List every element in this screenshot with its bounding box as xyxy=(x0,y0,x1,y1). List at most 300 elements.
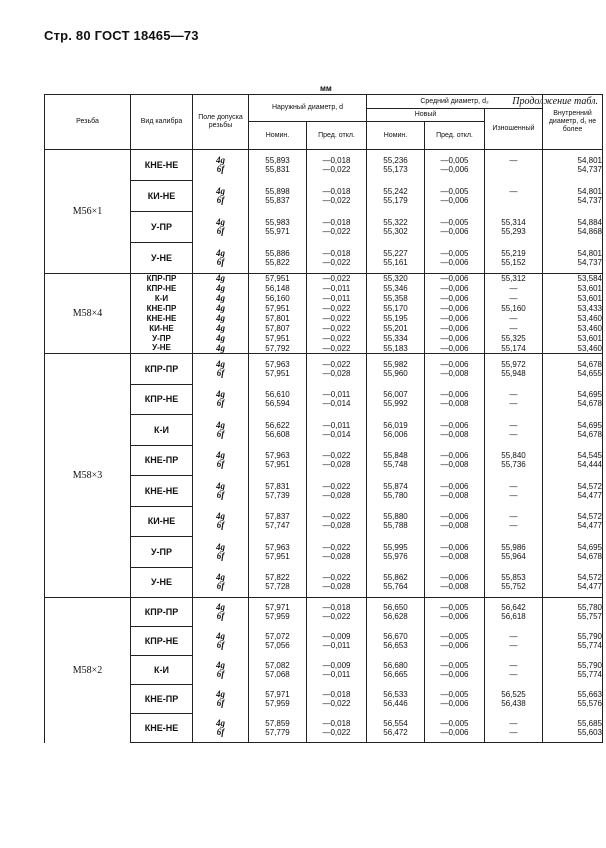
outer-dev-cell xyxy=(307,685,367,714)
tolerance-cell-value: 6f xyxy=(216,611,225,622)
inner-diameter-cell-value: 54,678 xyxy=(577,360,602,369)
worn-cell-value: — xyxy=(509,490,518,500)
worn-cell-value: 55,219 xyxy=(501,248,526,258)
mean-nominal-cell-value: 56,007 xyxy=(383,390,408,400)
mean-dev-cell-value: —0,006 xyxy=(440,343,469,353)
mean-dev-cell-value: —0,008 xyxy=(440,399,469,409)
mean-dev-cell-value: —0,006 xyxy=(440,196,469,205)
mean-nominal-cell-value: 55,161 xyxy=(383,257,408,267)
tolerance-cell-value: 6f xyxy=(216,581,225,591)
tolerance-cell-value: 4g xyxy=(216,303,225,313)
inner-diameter-cell xyxy=(543,274,603,284)
mean-dev-cell-value: —0,005 xyxy=(440,661,469,670)
worn-cell-value: — xyxy=(509,294,518,303)
outer-nominal-cell-value: 56,622 xyxy=(265,420,290,430)
inner-diameter-cell xyxy=(543,537,603,568)
outer-dev-cell-value: —0,028 xyxy=(322,460,351,470)
outer-dev-cell xyxy=(307,354,367,385)
worn-cell-value: 55,986 xyxy=(501,542,526,552)
worn-cell-value: — xyxy=(509,284,518,293)
outer-nominal-cell xyxy=(249,354,307,385)
mean-nominal-cell-value: 55,748 xyxy=(383,460,408,470)
outer-nominal-cell xyxy=(249,476,307,507)
outer-nominal-cell-value: 57,822 xyxy=(265,573,290,582)
mean-dev-cell-value: —0,006 xyxy=(440,641,469,650)
outer-nominal-cell-value: 55,893 xyxy=(265,156,290,166)
outer-nominal-cell xyxy=(249,212,307,243)
mean-dev-cell-value: —0,006 xyxy=(440,304,469,313)
mean-nominal-cell-value: 55,195 xyxy=(383,314,408,323)
outer-dev-cell xyxy=(307,506,367,537)
thread-cell: M56×1 xyxy=(45,150,131,274)
mean-dev-cell xyxy=(425,627,485,656)
outer-nominal-cell xyxy=(249,294,307,304)
outer-nominal-cell xyxy=(249,274,307,284)
mean-nominal-cell xyxy=(367,714,425,743)
gauge-type-cell: КПР-ПР xyxy=(131,354,193,385)
gauge-table xyxy=(44,94,603,743)
worn-cell-value: 56,525 xyxy=(501,690,526,699)
outer-dev-cell-value: —0,018 xyxy=(322,718,351,728)
outer-dev-cell-value: —0,028 xyxy=(322,490,351,500)
gauge-type-cell: КНЕ-ПР xyxy=(131,445,193,476)
tolerance-cell-value: 4g xyxy=(216,602,225,613)
worn-cell xyxy=(485,324,543,334)
outer-nominal-cell-value: 57,082 xyxy=(265,661,290,670)
mean-nominal-cell xyxy=(367,304,425,314)
mean-dev-cell xyxy=(425,415,485,446)
col-new: Новый xyxy=(367,109,485,122)
mean-nominal-cell-value: 55,862 xyxy=(383,573,408,582)
gauge-type-cell: У-ПР xyxy=(131,212,193,243)
tolerance-cell-value: 6f xyxy=(216,669,225,679)
tolerance-cell-value: 6f xyxy=(216,256,225,267)
outer-nominal-cell-value: 55,831 xyxy=(265,165,290,175)
worn-cell-value: 55,325 xyxy=(501,334,526,343)
mean-dev-cell-value: —0,005 xyxy=(440,690,469,699)
outer-nominal-cell-value: 57,971 xyxy=(265,690,290,699)
mean-dev-cell-value: —0,005 xyxy=(440,248,469,258)
tolerance-cell-value: 4g xyxy=(216,541,225,552)
mean-nominal-cell-value: 55,173 xyxy=(383,165,408,175)
worn-cell xyxy=(485,334,543,344)
inner-diameter-cell-value: 54,695 xyxy=(577,542,602,552)
worn-cell xyxy=(485,656,543,685)
outer-nominal-cell-value: 57,951 xyxy=(265,369,290,378)
gauge-type-cell: КПР-ПР xyxy=(131,598,193,627)
mean-nominal-cell-value: 55,346 xyxy=(383,284,408,293)
outer-nominal-cell-value: 57,747 xyxy=(265,521,290,531)
tolerance-cell xyxy=(193,314,249,324)
mean-nominal-cell-value: 56,019 xyxy=(383,420,408,430)
worn-cell-value: — xyxy=(509,727,518,737)
outer-nominal-cell-value: 57,859 xyxy=(265,718,290,728)
mean-dev-cell xyxy=(425,445,485,476)
gauge-type-cell: У-НЕ xyxy=(131,243,193,274)
inner-diameter-cell xyxy=(543,344,603,354)
mean-nominal-cell-value: 55,995 xyxy=(383,542,408,552)
inner-diameter-cell-value: 53,601 xyxy=(577,334,602,343)
gauge-type-cell: К-И xyxy=(131,656,193,685)
mean-dev-cell-value: —0,006 xyxy=(440,334,469,343)
outer-nominal-cell xyxy=(249,506,307,537)
mean-dev-cell xyxy=(425,284,485,294)
inner-diameter-cell-value: 54,477 xyxy=(577,582,602,591)
worn-cell xyxy=(485,714,543,743)
col-outer-limit-dev: Пред. откл. xyxy=(307,122,367,150)
outer-dev-cell xyxy=(307,415,367,446)
outer-dev-cell-value: —0,022 xyxy=(322,542,351,552)
tolerance-cell-value: 4g xyxy=(216,389,225,400)
inner-diameter-cell-value: 54,801 xyxy=(577,248,602,258)
worn-cell xyxy=(485,212,543,243)
outer-dev-cell-value: —0,022 xyxy=(322,451,351,461)
mean-nominal-cell-value: 55,976 xyxy=(383,551,408,561)
mean-dev-cell-value: —0,006 xyxy=(440,257,469,267)
outer-nominal-cell xyxy=(249,304,307,314)
tolerance-cell-value: 4g xyxy=(216,293,225,303)
mean-dev-cell xyxy=(425,294,485,304)
mean-nominal-cell-value: 55,780 xyxy=(383,490,408,500)
tolerance-cell xyxy=(193,181,249,212)
gauge-type-cell: КНЕ-НЕ xyxy=(131,314,193,324)
mean-dev-cell-value: —0,008 xyxy=(440,551,469,561)
tolerance-cell-value: 4g xyxy=(216,689,225,699)
mean-dev-cell xyxy=(425,598,485,627)
tolerance-cell-value: 6f xyxy=(216,195,225,205)
outer-nominal-cell-value: 57,792 xyxy=(265,343,290,353)
gauge-type-cell: КПР-НЕ xyxy=(131,627,193,656)
tolerance-cell-value: 4g xyxy=(216,273,225,284)
mean-dev-cell xyxy=(425,150,485,181)
outer-dev-cell-value: —0,014 xyxy=(322,399,351,409)
tolerance-cell-value: 6f xyxy=(216,459,225,470)
mean-dev-cell xyxy=(425,476,485,507)
outer-nominal-cell-value: 55,822 xyxy=(265,257,290,267)
worn-cell-value: — xyxy=(509,324,518,333)
mean-dev-cell-value: —0,005 xyxy=(440,218,469,227)
tolerance-cell xyxy=(193,476,249,507)
gauge-type-cell: КНЕ-НЕ xyxy=(131,714,193,743)
inner-diameter-cell xyxy=(543,334,603,344)
table-row xyxy=(45,274,603,284)
tolerance-cell-value: 6f xyxy=(216,226,225,236)
outer-nominal-cell xyxy=(249,334,307,344)
inner-diameter-cell-value: 54,801 xyxy=(577,187,602,196)
outer-nominal-cell xyxy=(249,324,307,334)
mean-nominal-cell xyxy=(367,598,425,627)
inner-diameter-cell-value: 53,460 xyxy=(577,324,602,333)
outer-dev-cell xyxy=(307,243,367,274)
outer-nominal-cell-value: 56,610 xyxy=(265,390,290,400)
col-mean-nominal: Номин. xyxy=(367,122,425,150)
outer-nominal-cell-value: 56,594 xyxy=(265,399,290,409)
mean-dev-cell xyxy=(425,354,485,385)
tolerance-cell xyxy=(193,685,249,714)
worn-cell xyxy=(485,274,543,284)
outer-dev-cell xyxy=(307,304,367,314)
mean-dev-cell-value: —0,006 xyxy=(440,512,469,522)
worn-cell xyxy=(485,384,543,415)
tolerance-cell xyxy=(193,506,249,537)
outer-dev-cell-value: —0,022 xyxy=(322,304,351,313)
col-mean-diameter: Средний диаметр, d₂ xyxy=(367,95,543,109)
mean-dev-cell-value: —0,006 xyxy=(440,324,469,333)
mean-nominal-cell-value: 56,653 xyxy=(383,641,408,650)
inner-diameter-cell xyxy=(543,324,603,334)
tolerance-cell-value: 4g xyxy=(216,186,225,196)
mean-dev-cell-value: —0,008 xyxy=(440,582,469,591)
outer-nominal-cell-value: 57,779 xyxy=(265,727,290,737)
mean-nominal-cell xyxy=(367,334,425,344)
outer-dev-cell-value: —0,022 xyxy=(322,343,351,353)
gauge-type-cell: КНЕ-НЕ xyxy=(131,476,193,507)
tolerance-cell-value: 4g xyxy=(216,155,225,166)
mean-nominal-cell xyxy=(367,284,425,294)
gauge-type-cell: КИ-НЕ xyxy=(131,181,193,212)
mean-dev-cell-value: —0,008 xyxy=(440,429,469,439)
outer-nominal-cell xyxy=(249,384,307,415)
tolerance-cell xyxy=(193,274,249,284)
mean-nominal-cell-value: 55,764 xyxy=(383,582,408,591)
outer-dev-cell-value: —0,022 xyxy=(322,274,351,284)
thread-cell: M58×4 xyxy=(45,274,131,354)
mean-dev-cell-value: —0,008 xyxy=(440,460,469,470)
outer-nominal-cell-value: 57,959 xyxy=(265,699,290,708)
tolerance-cell-value: 4g xyxy=(216,333,225,343)
outer-dev-cell-value: —0,022 xyxy=(322,612,351,622)
tolerance-cell-value: 4g xyxy=(216,342,225,353)
tolerance-cell xyxy=(193,567,249,598)
inner-diameter-cell xyxy=(543,314,603,324)
gauge-type-cell: У-ПР xyxy=(131,537,193,568)
tolerance-cell-value: 4g xyxy=(216,359,225,369)
worn-cell xyxy=(485,294,543,304)
mean-nominal-cell-value: 55,201 xyxy=(383,324,408,333)
gauge-type-cell: КНЕ-ПР xyxy=(131,685,193,714)
worn-cell-value: — xyxy=(509,670,518,679)
outer-nominal-cell xyxy=(249,243,307,274)
outer-dev-cell-value: —0,022 xyxy=(322,314,351,323)
inner-diameter-cell-value: 54,801 xyxy=(577,156,602,166)
mean-nominal-cell-value: 56,533 xyxy=(383,690,408,699)
mean-dev-cell xyxy=(425,384,485,415)
outer-dev-cell-value: —0,022 xyxy=(322,573,351,582)
tolerance-cell xyxy=(193,212,249,243)
inner-diameter-cell-value: 53,433 xyxy=(577,304,602,313)
worn-cell xyxy=(485,598,543,627)
inner-diameter-cell-value: 54,884 xyxy=(577,218,602,227)
mean-dev-cell-value: —0,006 xyxy=(440,420,469,430)
outer-dev-cell xyxy=(307,181,367,212)
gauge-type-cell: К-И xyxy=(131,415,193,446)
mean-nominal-cell xyxy=(367,294,425,304)
tolerance-cell xyxy=(193,656,249,685)
worn-cell-value: — xyxy=(509,641,518,650)
mean-nominal-cell-value: 55,992 xyxy=(383,399,408,409)
col-tolerance-field: Поле допуска резьбы xyxy=(193,95,249,150)
outer-nominal-cell xyxy=(249,445,307,476)
tolerance-cell-value: 4g xyxy=(216,217,225,227)
outer-nominal-cell xyxy=(249,537,307,568)
tolerance-cell xyxy=(193,284,249,294)
col-outer-nominal: Номин. xyxy=(249,122,307,150)
inner-diameter-cell-value: 55,790 xyxy=(577,632,602,641)
mean-nominal-cell-value: 55,880 xyxy=(383,512,408,522)
outer-nominal-cell-value: 57,728 xyxy=(265,582,290,591)
mean-nominal-cell xyxy=(367,537,425,568)
inner-diameter-cell-value: 54,695 xyxy=(577,390,602,400)
tolerance-cell-value: 4g xyxy=(216,572,225,582)
mean-dev-cell xyxy=(425,334,485,344)
outer-nominal-cell xyxy=(249,714,307,743)
mean-dev-cell-value: —0,008 xyxy=(440,521,469,531)
mean-nominal-cell xyxy=(367,627,425,656)
outer-nominal-cell-value: 57,831 xyxy=(265,481,290,491)
worn-cell-value: 56,618 xyxy=(501,612,526,622)
worn-cell-value: — xyxy=(509,521,518,531)
outer-dev-cell-value: —0,028 xyxy=(322,521,351,531)
mean-nominal-cell xyxy=(367,150,425,181)
worn-cell-value: — xyxy=(509,718,518,728)
outer-nominal-cell xyxy=(249,181,307,212)
mean-dev-cell-value: —0,008 xyxy=(440,369,469,378)
mean-nominal-cell xyxy=(367,324,425,334)
outer-dev-cell xyxy=(307,384,367,415)
worn-cell-value xyxy=(485,165,542,174)
tolerance-cell xyxy=(193,445,249,476)
mean-nominal-cell xyxy=(367,415,425,446)
outer-nominal-cell xyxy=(249,567,307,598)
mean-dev-cell xyxy=(425,506,485,537)
mean-dev-cell xyxy=(425,656,485,685)
mean-nominal-cell xyxy=(367,656,425,685)
outer-nominal-cell xyxy=(249,685,307,714)
outer-nominal-cell xyxy=(249,284,307,294)
outer-dev-cell-value: —0,011 xyxy=(322,641,351,650)
gauge-type-cell: КИ-НЕ xyxy=(131,506,193,537)
inner-diameter-cell-value: 55,774 xyxy=(577,670,602,679)
gauge-type-cell: У-НЕ xyxy=(131,567,193,598)
mean-dev-cell-value: —0,006 xyxy=(440,481,469,491)
inner-diameter-cell xyxy=(543,181,603,212)
mean-dev-cell-value: —0,006 xyxy=(440,390,469,400)
outer-dev-cell-value: —0,028 xyxy=(322,551,351,561)
mean-dev-cell-value: —0,006 xyxy=(440,612,469,622)
inner-diameter-cell-value: 54,572 xyxy=(577,573,602,582)
worn-cell-value: 55,736 xyxy=(501,460,526,470)
table-body xyxy=(45,150,603,743)
outer-nominal-cell xyxy=(249,344,307,354)
tolerance-cell xyxy=(193,334,249,344)
inner-diameter-cell-value: 54,545 xyxy=(577,451,602,461)
worn-cell-value: 55,964 xyxy=(501,551,526,561)
tolerance-cell xyxy=(193,304,249,314)
outer-dev-cell-value: —0,011 xyxy=(322,294,351,303)
outer-dev-cell-value: —0,014 xyxy=(322,429,351,439)
gauge-type-cell: КПР-НЕ xyxy=(131,384,193,415)
mean-nominal-cell-value: 55,183 xyxy=(383,343,408,353)
outer-nominal-cell-value: 57,837 xyxy=(265,512,290,522)
outer-nominal-cell-value: 57,951 xyxy=(265,304,290,313)
outer-dev-cell-value: —0,011 xyxy=(322,390,351,400)
outer-nominal-cell-value: 57,801 xyxy=(265,314,290,323)
tolerance-cell-value: 4g xyxy=(216,480,225,491)
inner-diameter-cell xyxy=(543,567,603,598)
mean-nominal-cell xyxy=(367,506,425,537)
outer-nominal-cell-value: 55,886 xyxy=(265,248,290,258)
worn-cell-value: 55,948 xyxy=(501,369,526,378)
inner-diameter-cell-value: 54,572 xyxy=(577,481,602,491)
inner-diameter-cell-value: 54,477 xyxy=(577,521,602,531)
mean-nominal-cell-value: 55,170 xyxy=(383,304,408,313)
worn-cell-value: 55,160 xyxy=(501,304,526,313)
outer-dev-cell-value: —0,022 xyxy=(322,324,351,333)
mean-nominal-cell xyxy=(367,181,425,212)
inner-diameter-cell-value: 55,780 xyxy=(577,603,602,613)
worn-cell-value: 55,312 xyxy=(501,274,526,284)
mean-nominal-cell-value: 56,006 xyxy=(383,429,408,439)
worn-cell-value: 56,642 xyxy=(501,603,526,613)
inner-diameter-cell-value: 54,868 xyxy=(577,227,602,236)
mean-dev-cell-value: —0,005 xyxy=(440,718,469,728)
outer-nominal-cell-value: 57,963 xyxy=(265,451,290,461)
outer-nominal-cell-value: 55,898 xyxy=(265,187,290,196)
worn-cell-value: — xyxy=(509,481,518,491)
inner-diameter-cell xyxy=(543,284,603,294)
outer-nominal-cell-value: 57,072 xyxy=(265,632,290,641)
mean-nominal-cell xyxy=(367,685,425,714)
mean-dev-cell-value: —0,006 xyxy=(440,360,469,369)
tolerance-cell xyxy=(193,294,249,304)
mean-dev-cell-value: —0,005 xyxy=(440,603,469,613)
outer-nominal-cell xyxy=(249,150,307,181)
mean-dev-cell xyxy=(425,304,485,314)
inner-diameter-cell xyxy=(543,476,603,507)
inner-diameter-cell xyxy=(543,714,603,743)
outer-nominal-cell-value: 57,959 xyxy=(265,612,290,622)
outer-nominal-cell-value: 55,983 xyxy=(265,218,290,227)
inner-diameter-cell-value: 54,737 xyxy=(577,257,602,267)
worn-cell xyxy=(485,354,543,385)
inner-diameter-cell-value: 54,737 xyxy=(577,196,602,205)
inner-diameter-cell xyxy=(543,304,603,314)
outer-dev-cell xyxy=(307,598,367,627)
worn-cell-value: — xyxy=(509,512,518,522)
tolerance-cell xyxy=(193,714,249,743)
mean-nominal-cell xyxy=(367,243,425,274)
mean-dev-cell xyxy=(425,314,485,324)
outer-dev-cell-value: —0,022 xyxy=(322,512,351,522)
mean-nominal-cell-value: 55,358 xyxy=(383,294,408,303)
outer-dev-cell xyxy=(307,714,367,743)
mean-nominal-cell xyxy=(367,212,425,243)
page-header: Стр. 80 ГОСТ 18465—73 xyxy=(44,28,199,43)
tolerance-cell-value: 6f xyxy=(216,368,225,378)
worn-cell xyxy=(485,344,543,354)
mean-dev-cell xyxy=(425,274,485,284)
gauge-type-cell: У-НЕ xyxy=(131,344,193,354)
inner-diameter-cell-value: 54,655 xyxy=(577,369,602,378)
worn-cell-value: 56,438 xyxy=(501,699,526,708)
tolerance-cell-value: 6f xyxy=(216,520,225,531)
mean-nominal-cell-value: 55,242 xyxy=(383,187,408,196)
mean-nominal-cell xyxy=(367,354,425,385)
inner-diameter-cell-value: 54,572 xyxy=(577,512,602,522)
tolerance-cell-value: 4g xyxy=(216,323,225,333)
outer-dev-cell-value: —0,018 xyxy=(322,187,351,196)
outer-dev-cell xyxy=(307,344,367,354)
